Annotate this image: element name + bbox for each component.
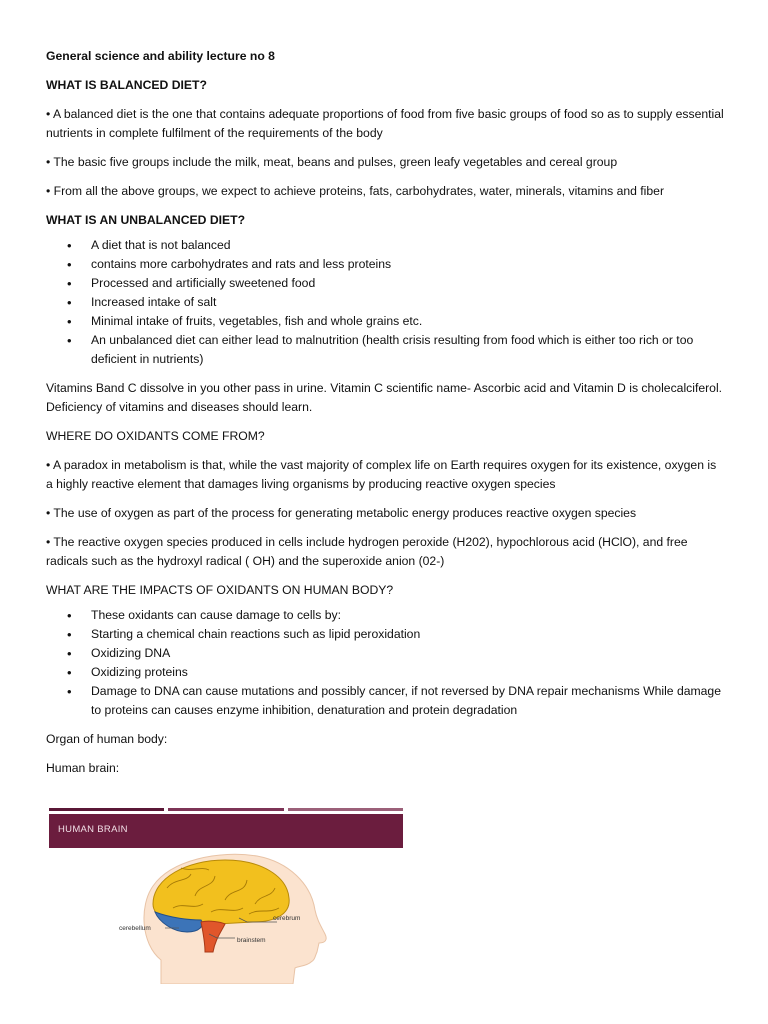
human-brain-figure: [49, 802, 403, 984]
heading-unbalanced-diet: WHAT IS AN UNBALANCED DIET?: [46, 213, 246, 227]
paragraph: • A balanced diet is the one that contains adequate proportions of food from five basic groups of food so as to supply essential nutrients in complete fulfilment of the requirements of the body: [46, 107, 724, 140]
list-item: • Oxidizing proteins: [91, 663, 726, 682]
paragraph: • The reactive oxygen species produced in cells include hydrogen peroxide (H202), hypochlorous acid (HClO), and free radicals such as the hydroxyl radical ( OH) and the superoxide anion (02-): [46, 535, 688, 568]
brainstem-label: brainstem: [237, 937, 266, 944]
list-item: • contains more carbohydrates and rats and less proteins: [91, 255, 726, 274]
document-title: General science and ability lecture no 8: [46, 49, 275, 63]
cerebellum-label: cerebellum: [119, 925, 151, 932]
paragraph-organ: Organ of human body:: [46, 732, 168, 746]
paragraph: • The use of oxygen as part of the process for generating metabolic energy produces reactive oxygen species: [46, 506, 637, 520]
list-item: • These oxidants can cause damage to cells by:: [91, 606, 726, 625]
brain-illustration: [49, 848, 403, 984]
document-page: [46, 47, 726, 788]
paragraph: • The basic five groups include the milk, meat, beans and pulses, green leafy vegetables and cereal group: [46, 155, 618, 169]
list-item: • Oxidizing DNA: [91, 644, 726, 663]
figure-title-band: [49, 814, 403, 848]
cerebrum-label: cerebrum: [273, 915, 301, 922]
heading-impacts: WHAT ARE THE IMPACTS OF OXIDANTS ON HUMAN BODY?: [46, 583, 394, 597]
paragraph: • A paradox in metabolism is that, while the vast majority of complex life on Earth requires oxygen for its existence, oxygen is a highly reactive element that damages living organisms by producing reactive oxygen species: [46, 458, 717, 491]
list-item: • A diet that is not balanced: [91, 236, 726, 255]
list-item: • Processed and artificially sweetened food: [91, 274, 726, 293]
list-item: • An unbalanced diet can either lead to malnutrition (health crisis resulting from food which is either too rich or too deficient in nutrients): [91, 331, 726, 369]
list-item: • Increased intake of salt: [91, 293, 726, 312]
figure-title: HUMAN BRAIN: [58, 824, 128, 835]
heading-balanced-diet: WHAT IS BALANCED DIET?: [46, 78, 207, 92]
list-item: • Minimal intake of fruits, vegetables, fish and whole grains etc.: [91, 312, 726, 331]
list-item: • Starting a chemical chain reactions such as lipid peroxidation: [91, 625, 726, 644]
paragraph: • From all the above groups, we expect to achieve proteins, fats, carbohydrates, water, minerals, vitamins and fiber: [46, 184, 665, 198]
unbalanced-diet-list: [46, 236, 726, 369]
paragraph-human-brain: Human brain:: [46, 761, 120, 775]
paragraph: Vitamins Band C dissolve in you other pass in urine. Vitamin C scientific name- Ascorbic acid and Vitamin D is cholecalciferol. Deficiency of vitamins and diseases should learn.: [46, 381, 723, 414]
impacts-list: [46, 606, 726, 720]
list-item: • Damage to DNA can cause mutations and possibly cancer, if not reversed by DNA repair mechanisms While damage to proteins can causes enzyme inhibition, denaturation and protein degradation: [91, 682, 726, 720]
figure-top-rule: [49, 808, 403, 811]
heading-oxidants: WHERE DO OXIDANTS COME FROM?: [46, 429, 265, 443]
